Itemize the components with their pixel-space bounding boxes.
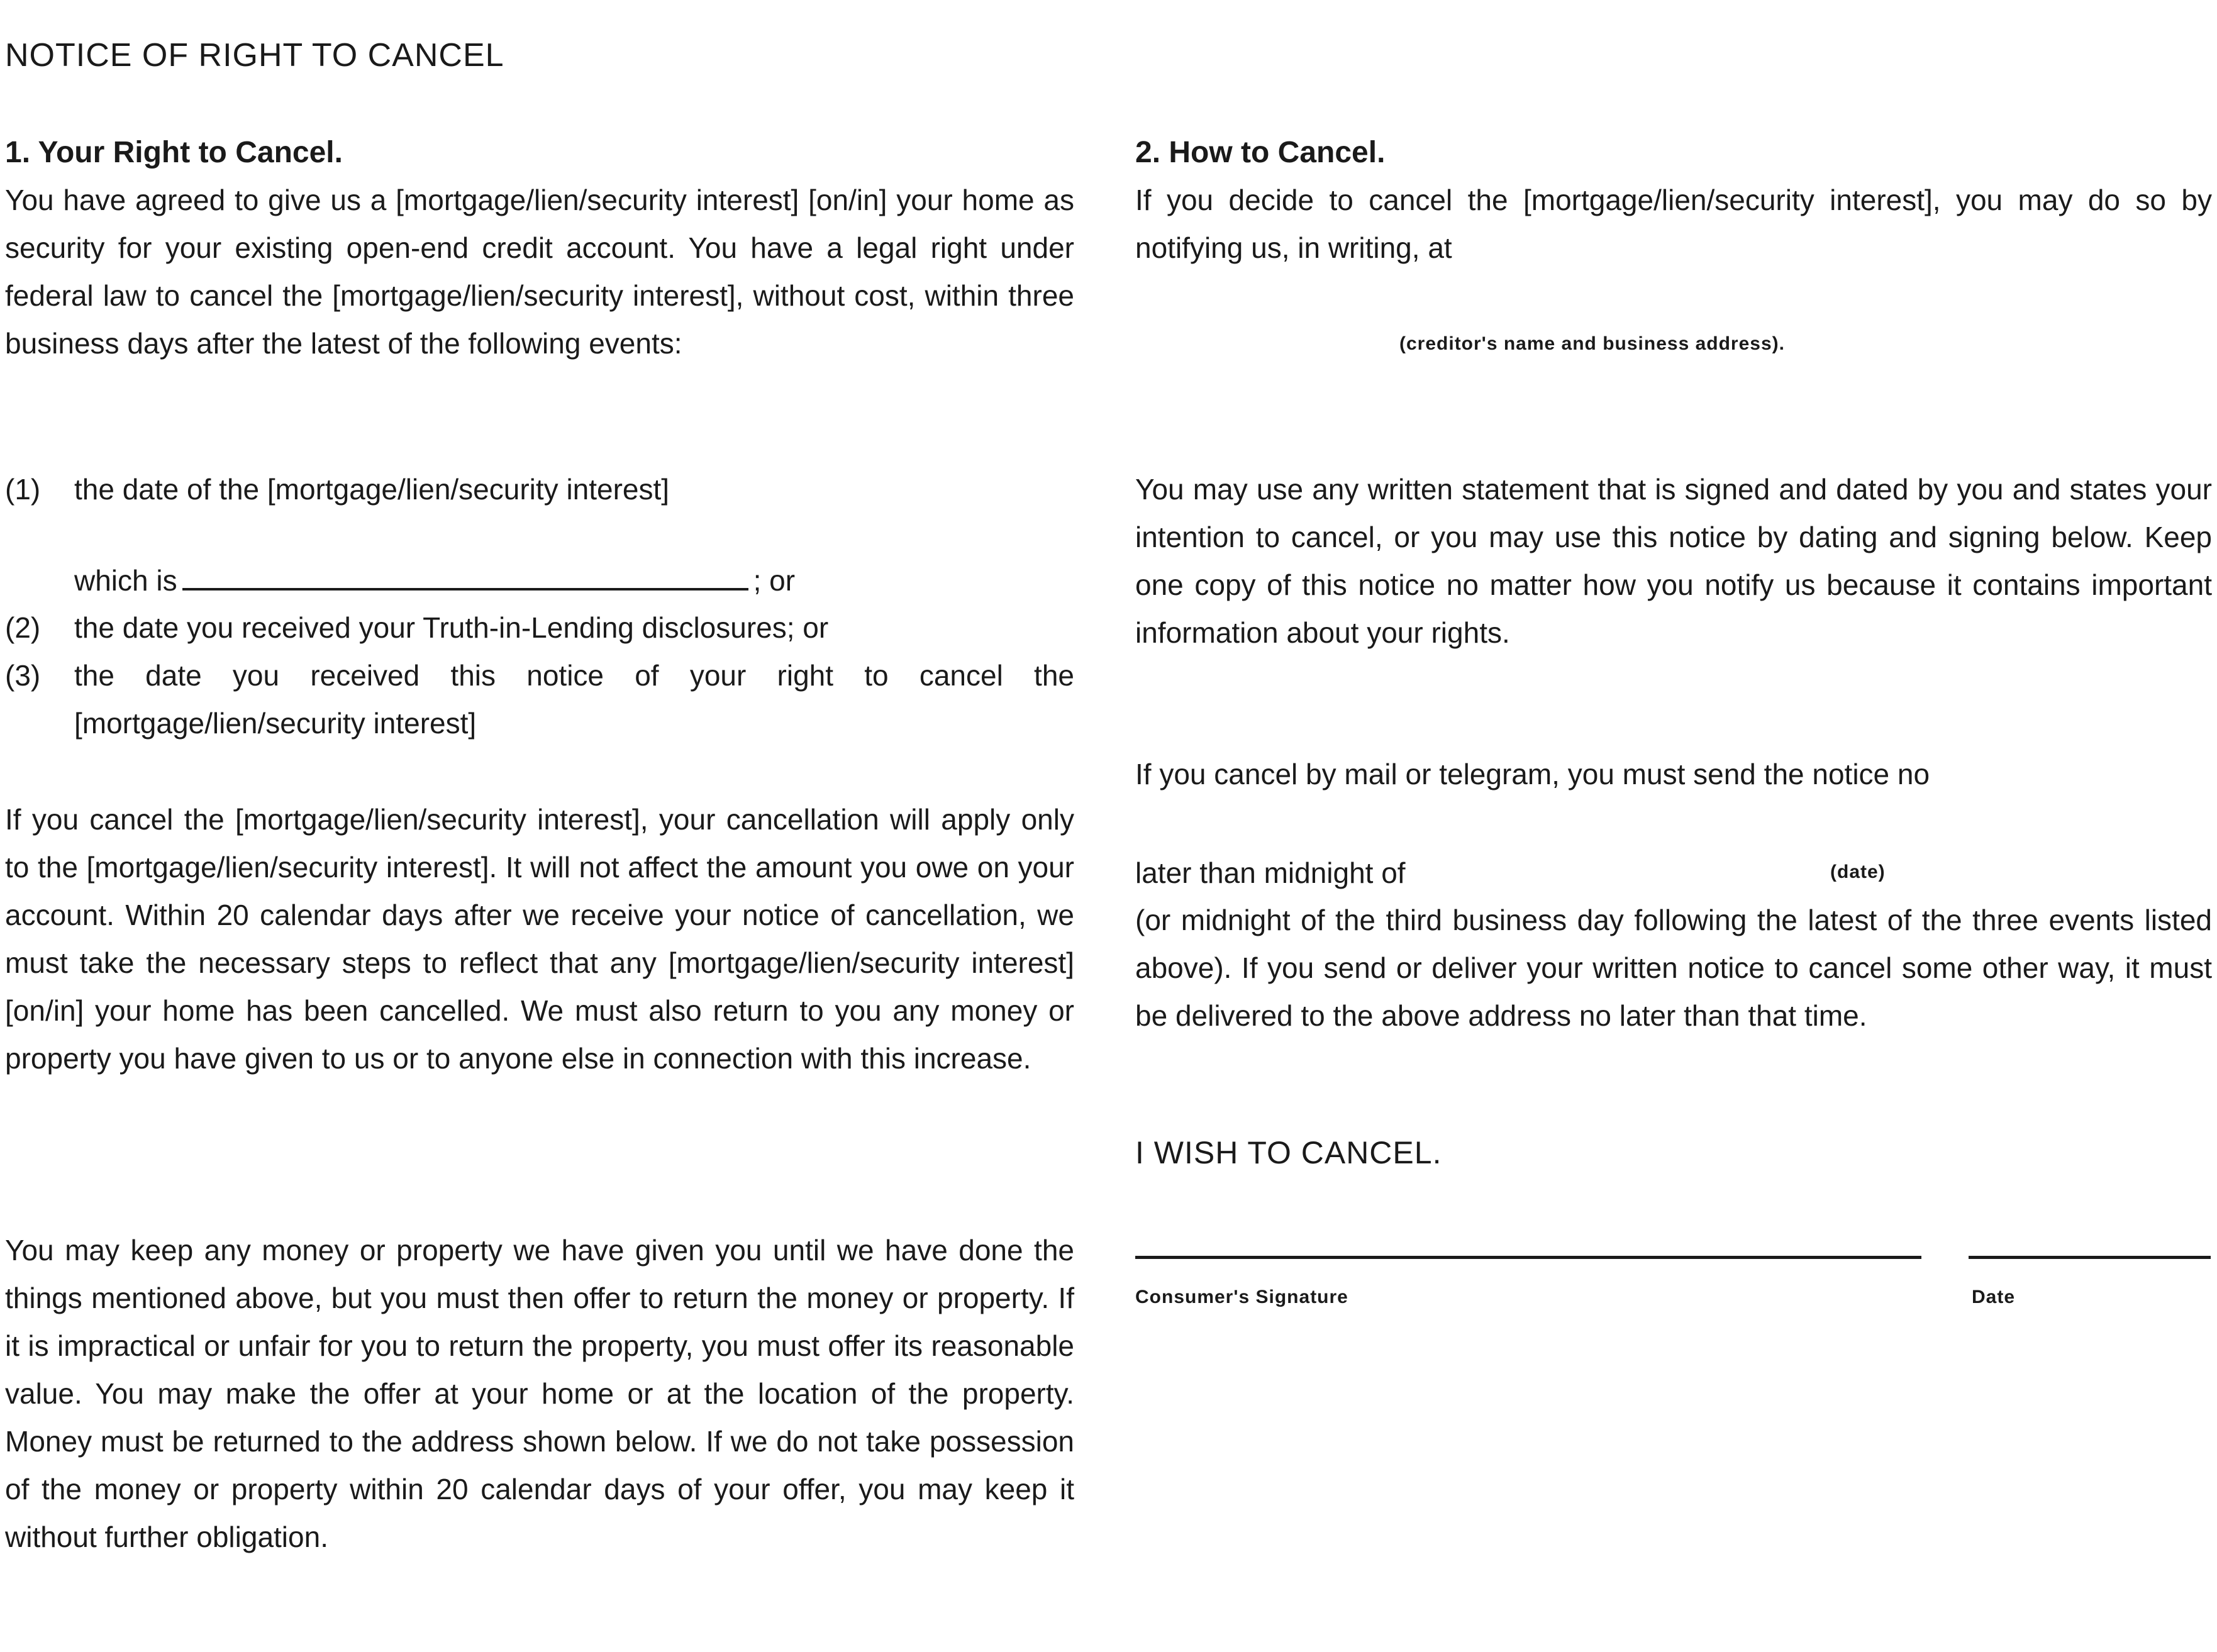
- mail-telegram-line: If you cancel by mail or telegram, you must send the notice no: [1135, 758, 1930, 790]
- date-signature-line[interactable]: [1969, 1256, 2211, 1259]
- later-than-label: later than midnight of: [1135, 856, 1406, 889]
- signature-line[interactable]: [1135, 1256, 1921, 1259]
- date-label: (date): [1830, 862, 1886, 882]
- event-item-1-number: (1): [5, 473, 41, 506]
- event-item-2-text: the date you received your Truth-in-Lending disclosures; or: [74, 611, 829, 644]
- which-is-date-blank[interactable]: [182, 563, 748, 590]
- event-item-2-number: (2): [5, 611, 41, 644]
- section-2-intro: If you decide to cancel the [mortgage/lien/security interest], you may do so by notifying us, in writing, at: [1135, 184, 2212, 264]
- midnight-paragraph: (or midnight of the third business day following the latest of the three events listed above). If you send or deliver your written notice to cancel some other way, it must be delivered to the above address no later than that time.: [1135, 904, 2212, 1032]
- event-item-3-text: the date you received this notice of your right to cancel the [mortgage/lien/security interest]: [74, 659, 1074, 740]
- consumer-signature-label: Consumer's Signature: [1135, 1287, 1348, 1307]
- wish-to-cancel-label: I WISH TO CANCEL.: [1135, 1135, 1442, 1170]
- written-statement-paragraph: You may use any written statement that is signed and dated by you and states your intention to cancel, or you may use this notice by dating and signing below. Keep one copy of this notice no matter how you notify us because it contains important information about your rights.: [1135, 473, 2212, 649]
- section-1-heading: 1. Your Right to Cancel.: [5, 136, 343, 169]
- keep-money-paragraph: You may keep any money or property we have given you until we have done the things mentioned above, but you must then offer to return the money or property. If it is impractical or unfair for you to return the property, you must offer its reasonable value. You may make the offer at your home or at the location of the property. Money must be returned to the address shown below. If we do not take possession of the money or property within 20 calendar days of your offer, you may keep it without further obligation.: [5, 1234, 1074, 1553]
- section-1-intro: You have agreed to give us a [mortgage/lien/security interest] [on/in] your home as security for your existing open-end credit account. You have a legal right under federal law to cancel the [mortgage/lien/security interest], without cost, within three business days after the latest of the following events:: [5, 184, 1074, 360]
- event-item-3-number: (3): [5, 659, 41, 692]
- signature-date-label: Date: [1972, 1287, 2016, 1307]
- creditor-name-address-label: (creditor's name and business address).: [1399, 333, 1785, 354]
- cancellation-effect-paragraph: If you cancel the [mortgage/lien/security interest], your cancellation will apply only to the [mortgage/lien/security interest]. It will not affect the amount you owe on your account. Within 20 calendar days after we receive your notice of cancellation, we must take the necessary steps to reflect that any [mortgage/lien/security interest] [on/in] your home has been cancelled. We must also return to you any money or property you have given to us or to anyone else in connection with this increase.: [5, 803, 1074, 1075]
- event-item-1-text: the date of the [mortgage/lien/security interest]: [74, 473, 670, 506]
- which-is-label: which is: [74, 564, 177, 597]
- page-title: NOTICE OF RIGHT TO CANCEL: [5, 37, 504, 74]
- section-2-heading: 2. How to Cancel.: [1135, 136, 1386, 169]
- which-is-line: [74, 557, 1074, 604]
- which-is-suffix: ; or: [753, 564, 796, 597]
